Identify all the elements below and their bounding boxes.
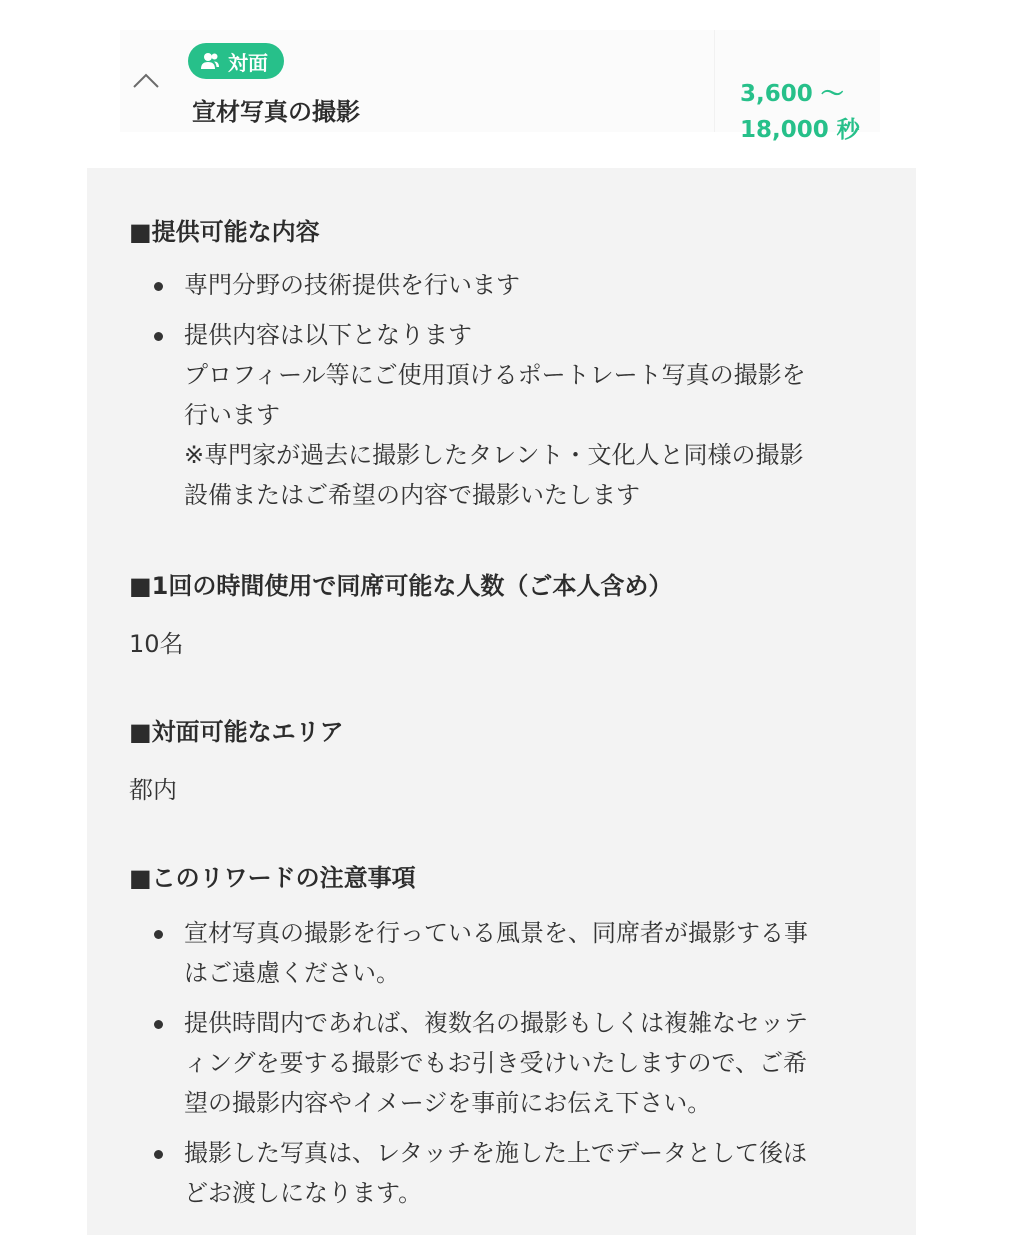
bullet-dot [154,282,163,291]
list-item: 宣材写真の撮影を行っている風景を、同席者が撮影する事 はご遠慮ください。 [87,913,916,993]
list-item: 提供時間内であれば、複数名の撮影もしくは複雑なセッテ ィングを要する撮影でもお引き受けいたしますので、ご希 望の撮影内容やイメージを事前にお伝え下さい。 [87,1003,916,1123]
price-min: 3,600 〜 [740,81,844,107]
header-divider [714,30,715,132]
area-value: 都内 [129,776,177,804]
section-heading-area: ■対面可能なエリア [129,718,344,746]
users-icon [200,52,220,70]
section-heading-capacity: ■1回の時間使用で同席可能な人数（ご本人含め） [129,572,673,600]
notes-list [87,913,916,1223]
in-person-badge [188,43,284,79]
bullet-dot [154,1020,163,1029]
price-max: 18,000 秒 [740,117,860,143]
list-item: 撮影した写真は、レタッチを施した上でデータとして後ほ どお渡しになります。 [87,1133,916,1213]
badge-label: 対面 [228,50,268,75]
content-list [87,265,916,525]
section-heading-notes: ■このリワードの注意事項 [129,864,416,892]
price-range [740,76,860,148]
bullet-dot [154,930,163,939]
bullet-dot [154,332,163,341]
reward-title: 宣材写真の撮影 [192,98,360,126]
bullet-dot [154,1150,163,1159]
reward-header[interactable] [120,30,880,143]
list-item: 専門分野の技術提供を行います [87,265,916,305]
reward-detail-panel [87,168,916,1235]
capacity-value: 10名 [129,630,184,658]
section-heading-content: ■提供可能な内容 [129,218,320,246]
list-item: 提供内容は以下となります プロフィール等にご使用頂けるポートレート写真の撮影を 行います ※専門家が過去に撮影したタレント・文化人と同様の撮影 設備またはご希望の内容で撮影いたします [87,315,916,515]
chevron-up-icon[interactable] [132,70,160,90]
